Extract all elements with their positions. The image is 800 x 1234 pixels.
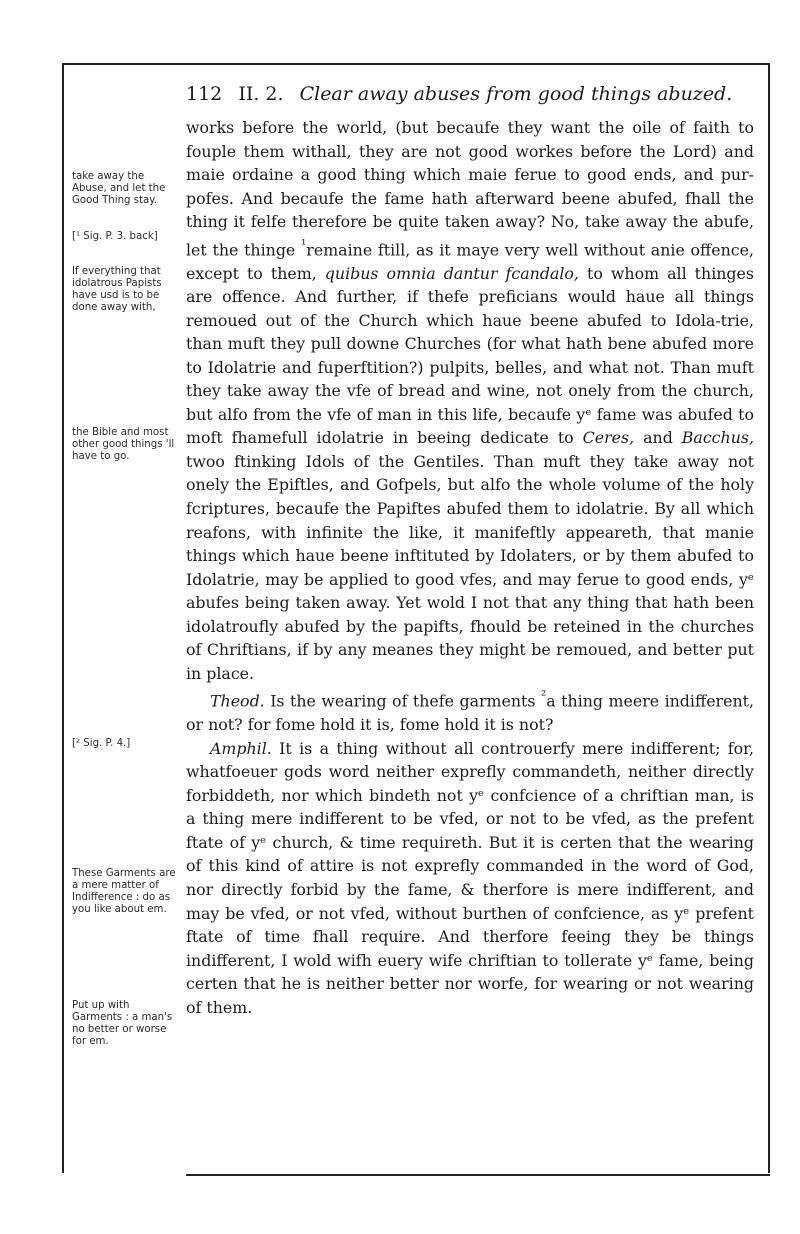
name-bacchus: Bacchus, [681, 428, 754, 448]
body-text [186, 116, 754, 1019]
running-head [186, 83, 746, 105]
margin-note-sig-p3: [¹ Sig. P. 3. back] [72, 231, 158, 242]
margin-note-sig-p4: [² Sig. P. 4.] [72, 738, 131, 749]
speaker-theod: Theod. [210, 691, 265, 711]
paragraph-main: works before the world, (but becaufe they want the oile of faith to fouple them withall, they are not good workes before the Lord) and maie ordaine a good thing which maie ferue to good ends, and pur-pofes. And becaufe the fame hath afterward beene abufed, fhall the thing it felfe therefore be quite taken away? No, take away the abufe, let the thinge $^{^1}$remaine ftill, as it maye very well without anie offence, except to them, quibus omnia dantur fcandalo, to whom all thinges are offence. And further, if thefe preficians would haue all things remoued out of the Church which haue beene abufed to Idola-trie, than muft they pull downe Churches (for what hath bene abufed more to Idolatrie and fuperftition?) pulpits, belles, and what not. Than muft they take away the vfe of bread and wine, not onely from the church, but alfo from the vfe of man in this life, becaufe yᵉ fame was abufed to moft fhamefull idolatrie in beeing dedicate to Ceres, and Bacchus, twoo ftinking Idols of the Gentiles. Than muft they take away not onely the Epiftles, and Gofpels, but alfo the whole volume of the holy fcriptures, becaufe the Papiftes abufed them to idolatrie. By all which reafons, with infinite the like, it manifeftly appeareth, that manie things which haue beene inftituted by Idolaters, or by them abufed to Idolatrie, may be applied to good vfes, and may ferue to good ends, yᵉ abufes being taken away. Yet wold I not that any thing that hath been idolatroufly abufed by the papifts, fhould be reteined in the churches of Chriftians, if by any meanes they might be remoued, and better put in place. [186, 118, 755, 683]
footnote-marker: ¹ [301, 237, 307, 253]
margin-note-put-up: Put up with Garments : a man's no better or worse for em. [72, 1000, 173, 1047]
bottom-rule [186, 1174, 770, 1176]
section-signature: II. 2. [238, 83, 284, 105]
speaker-amphil: Amphil. [210, 738, 272, 758]
name-ceres: Ceres, [582, 428, 635, 448]
margin-note-bible: the Bible and most other good things 'll have to go. [72, 427, 175, 462]
margin-note-garments: These Garments are a mere matter of Indifference : do as you like about em. [72, 868, 176, 915]
margin-note-abuse: take away the Abuse, and let the Good Thing stay. [72, 171, 166, 206]
running-title: Clear away abuses from good things abuzed. [299, 83, 733, 105]
paragraph-amphil: Amphil. It is a thing without all controuerfy mere indifferent; for, whatfoeuer gods word neither exprefly commandeth, neither directly forbiddeth, nor which bindeth not yᵉ confcience of a chriftian man, is a thing mere indifferent to be vfed, or not to be vfed, as the prefent ftate of yᵉ church, & time requireth. But it is certen that the wearing of this kind of attire is not exprefly commanded in the word of God, nor directly forbid by the fame, & therfore is mere indifferent, and may be vfed, or not vfed, without burthen of confcience, as yᵉ prefent ftate of time fhall require. And therfore feeing they be things indifferent, I wold wifh euery wife chriftian to tollerate yᵉ fame, being certen that he is neither better nor worfe, for wearing or not wearing of them. [186, 738, 754, 1017]
paragraph-theod: Theod. Is the wearing of thefe garments $^{^2}$a thing meere indifferent, or not? for fome hold it is, fome hold it is not? [186, 689, 754, 735]
latin-quote: quibus omnia dantur fcandalo, [324, 263, 579, 283]
footnote-marker: ² [540, 689, 547, 705]
margin-note-idolatrous: If everything that idolatrous Papists have usd is to be done away with, [72, 266, 162, 313]
page-number: 112 [186, 83, 223, 105]
